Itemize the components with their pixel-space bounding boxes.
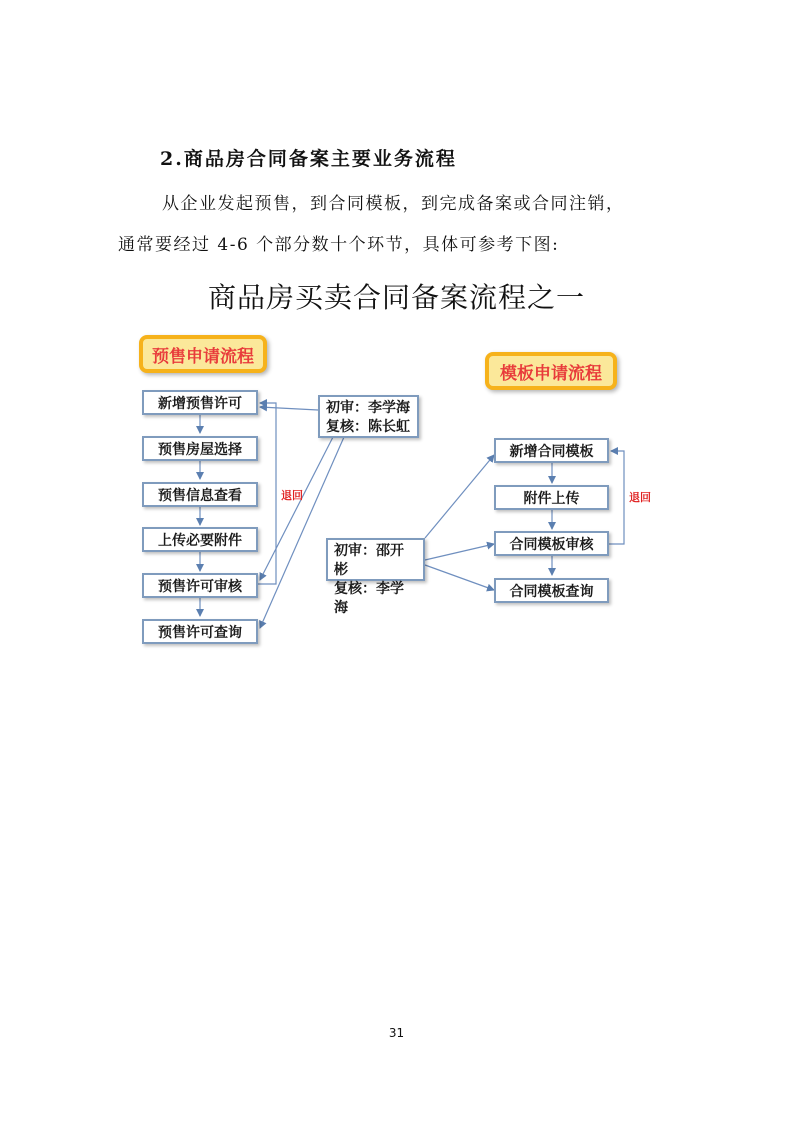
- presale-step-1: 新增预售许可: [142, 390, 258, 415]
- presale-flow-title: 预售申请流程: [139, 335, 267, 373]
- presale-return-loop: [258, 403, 276, 584]
- presale-reviewer-initial: 初审：李学海: [326, 400, 410, 416]
- presale-reviewer-to-step6: [260, 437, 344, 628]
- section-heading: 2.商品房合同备案主要业务流程: [160, 148, 457, 170]
- presale-step-5: 预售许可审核: [142, 573, 258, 598]
- template-reviewer-to-step1: [425, 455, 494, 538]
- paragraph-line-2: 通常要经过 4-6 个部分数十个环节，具体可参考下图:: [118, 235, 560, 255]
- template-flow-title: 模板申请流程: [485, 352, 617, 390]
- presale-reviewer-to-step1: [260, 407, 318, 410]
- presale-reviewer-to-step5: [260, 437, 333, 580]
- template-reviewers: [326, 538, 425, 616]
- presale-step-2: 预售房屋选择: [142, 436, 258, 461]
- template-step-2: 附件上传: [494, 485, 609, 510]
- template-return-loop: [609, 451, 624, 544]
- presale-step-4: 上传必要附件: [142, 527, 258, 552]
- template-step-3: 合同模板审核: [494, 531, 609, 556]
- diagram-title: 商品房买卖合同备案流程之一: [207, 281, 585, 314]
- presale-reviewers: [318, 395, 419, 438]
- template-reviewer-recheck: 复核：李学海: [334, 581, 404, 616]
- template-reviewer-to-step4: [425, 565, 494, 590]
- template-step-4: 合同模板查询: [494, 578, 609, 603]
- template-return-label: 退回: [629, 491, 651, 504]
- presale-step-3: 预售信息查看: [142, 482, 258, 507]
- presale-reviewer-recheck: 复核：陈长虹: [326, 419, 410, 435]
- template-step-1: 新增合同模板: [494, 438, 609, 463]
- presale-return-label: 退回: [281, 489, 303, 502]
- template-reviewer-initial: 初审：邵开彬: [334, 543, 404, 578]
- template-reviewer-to-step3: [425, 544, 494, 560]
- page-number: 31: [388, 1026, 405, 1040]
- presale-step-6: 预售许可查询: [142, 619, 258, 644]
- paragraph-line-1: 从企业发起预售，到合同模板，到完成备案或合同注销，: [162, 194, 625, 214]
